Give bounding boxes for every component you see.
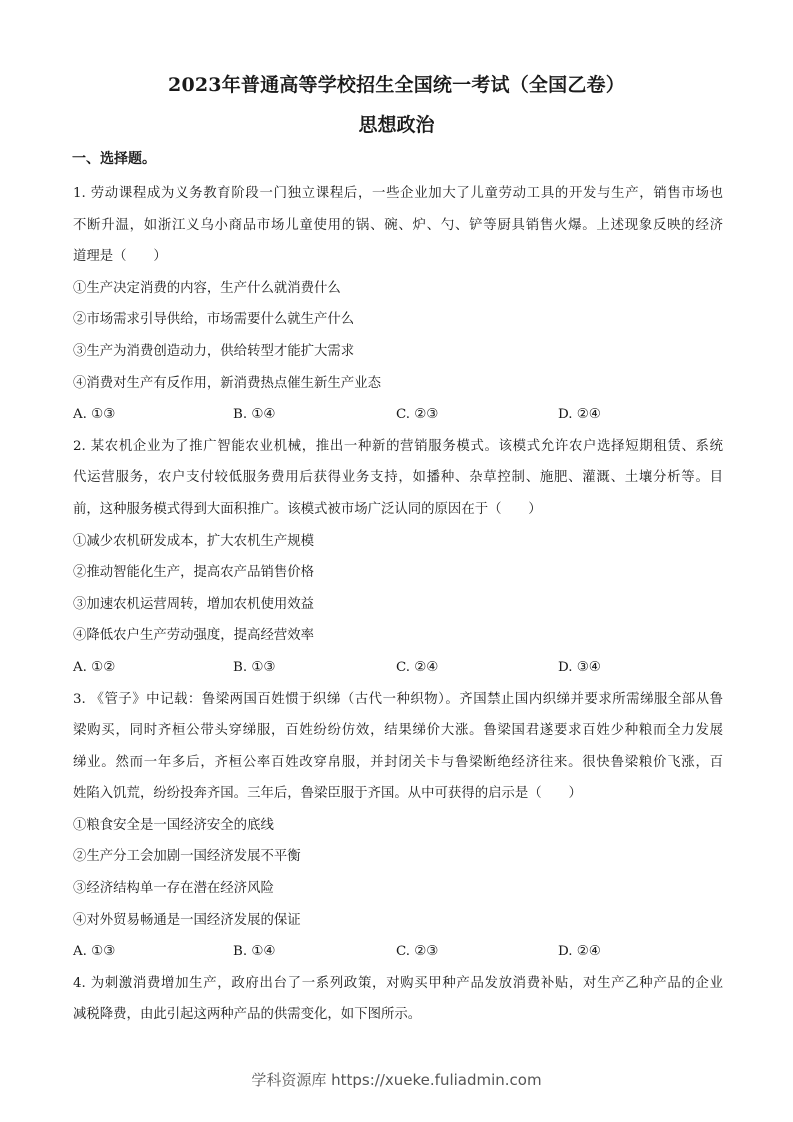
statement-item: ③经济结构单一存在潜在经济风险 bbox=[73, 881, 274, 897]
question-stem-line: 4. 为刺激消费增加生产，政府出台了一系列政策，对购买甲种产品发放消费补贴，对生产乙种产品的企业 bbox=[73, 975, 723, 991]
option-b[interactable]: B. ①④ bbox=[233, 944, 276, 960]
exam-subject: 思想政治 bbox=[358, 114, 435, 136]
option-a[interactable]: A. ①② bbox=[73, 659, 116, 675]
question-stem-line: 代运营服务，农户支付较低服务费用后获得业务支持，如播种、杂草控制、施肥、灌溉、土壤分析等。目 bbox=[73, 470, 723, 486]
option-c[interactable]: C. ②④ bbox=[396, 659, 439, 675]
option-d[interactable]: D. ②④ bbox=[558, 944, 601, 960]
answer-options bbox=[73, 936, 723, 968]
statement-item: ③生产为消费创造动力，供给转型才能扩大需求 bbox=[73, 343, 355, 359]
option-c[interactable]: C. ②③ bbox=[396, 944, 439, 960]
questions-body bbox=[73, 178, 723, 1031]
question-stem-line: 道理是（ ） bbox=[73, 249, 167, 265]
statement-item: ②推动智能化生产，提高农产品销售价格 bbox=[73, 565, 315, 581]
statement-item: ④消费对生产有反作用，新消费热点催生新生产业态 bbox=[73, 375, 381, 391]
statement-item: ③加速农机运营周转，增加农机使用效益 bbox=[73, 596, 315, 612]
option-a[interactable]: A. ①③ bbox=[73, 944, 116, 960]
question-stem-line: 1. 劳动课程成为义务教育阶段一门独立课程后，一些企业加大了儿童劳动工具的开发与生产，销售市场也 bbox=[73, 186, 723, 201]
option-d[interactable]: D. ②④ bbox=[558, 407, 601, 423]
answer-options bbox=[73, 652, 723, 684]
question-2 bbox=[73, 431, 723, 684]
statement-item: ②生产分工会加剧一国经济发展不平衡 bbox=[73, 849, 301, 865]
option-b[interactable]: B. ①③ bbox=[233, 659, 276, 675]
question-3 bbox=[73, 684, 723, 968]
option-b[interactable]: B. ①④ bbox=[233, 407, 276, 423]
statement-item: ①粮食安全是一国经济安全的底线 bbox=[73, 817, 274, 833]
answer-options bbox=[73, 399, 723, 431]
question-stem-line: 2. 某农机企业为了推广智能农业机械，推出一种新的营销服务模式。该模式允许农户选择短期租赁、系统 bbox=[73, 438, 723, 454]
statement-item: ②市场需求引导供给，市场需要什么就生产什么 bbox=[73, 312, 355, 328]
question-stem-line: 绨业。然而一年多后，齐桓公率百姓改穿帛服，并封闭关卡与鲁梁断绝经济往来。很快鲁梁粮价飞涨，百 bbox=[73, 754, 723, 770]
footer-watermark: 学科资源库 https://xueke.fuliadmin.com bbox=[251, 1071, 542, 1089]
question-4 bbox=[73, 968, 723, 1031]
question-stem-line: 前，这种服务模式得到大面积推广。该模式被市场广泛认同的原因在于（ ） bbox=[73, 501, 542, 517]
exam-title: 2023年普通高等学校招生全国统一考试（全国乙卷） bbox=[168, 74, 625, 96]
section-header-multiple-choice: 一、选择题。 bbox=[72, 151, 156, 167]
option-a[interactable]: A. ①③ bbox=[73, 407, 116, 423]
option-d[interactable]: D. ③④ bbox=[558, 659, 601, 675]
statement-item: ④降低农户生产劳动强度，提高经营效率 bbox=[73, 628, 315, 644]
question-stem-line: 3. 《管子》中记载：鲁梁两国百姓惯于织绨（古代一种织物）。齐国禁止国内织绨并要求所需绨服全部从鲁 bbox=[73, 691, 723, 707]
question-stem-line: 减税降费，由此引起这两种产品的供需变化，如下图所示。 bbox=[73, 1007, 422, 1023]
statement-item: ①减少农机研发成本，扩大农机生产规模 bbox=[73, 533, 315, 549]
statement-item: ①生产决定消费的内容，生产什么就消费什么 bbox=[73, 280, 341, 296]
option-c[interactable]: C. ②③ bbox=[396, 407, 439, 423]
question-stem-line: 姓陷入饥荒，纷纷投奔齐国。三年后，鲁梁臣服于齐国。从中可获得的启示是（ ） bbox=[73, 786, 582, 802]
statement-item: ④对外贸易畅通是一国经济发展的保证 bbox=[73, 912, 301, 928]
question-stem-line: 不断升温，如浙江义乌小商品市场儿童使用的锅、碗、炉、勺、铲等厨具销售火爆。上述现象反映的经济 bbox=[73, 217, 723, 233]
question-1 bbox=[73, 178, 723, 431]
question-stem-line: 梁购买，同时齐桓公带头穿绨服，百姓纷纷仿效，结果绨价大涨。鲁梁国君遂要求百姓少种粮而全力发展 bbox=[73, 723, 723, 739]
